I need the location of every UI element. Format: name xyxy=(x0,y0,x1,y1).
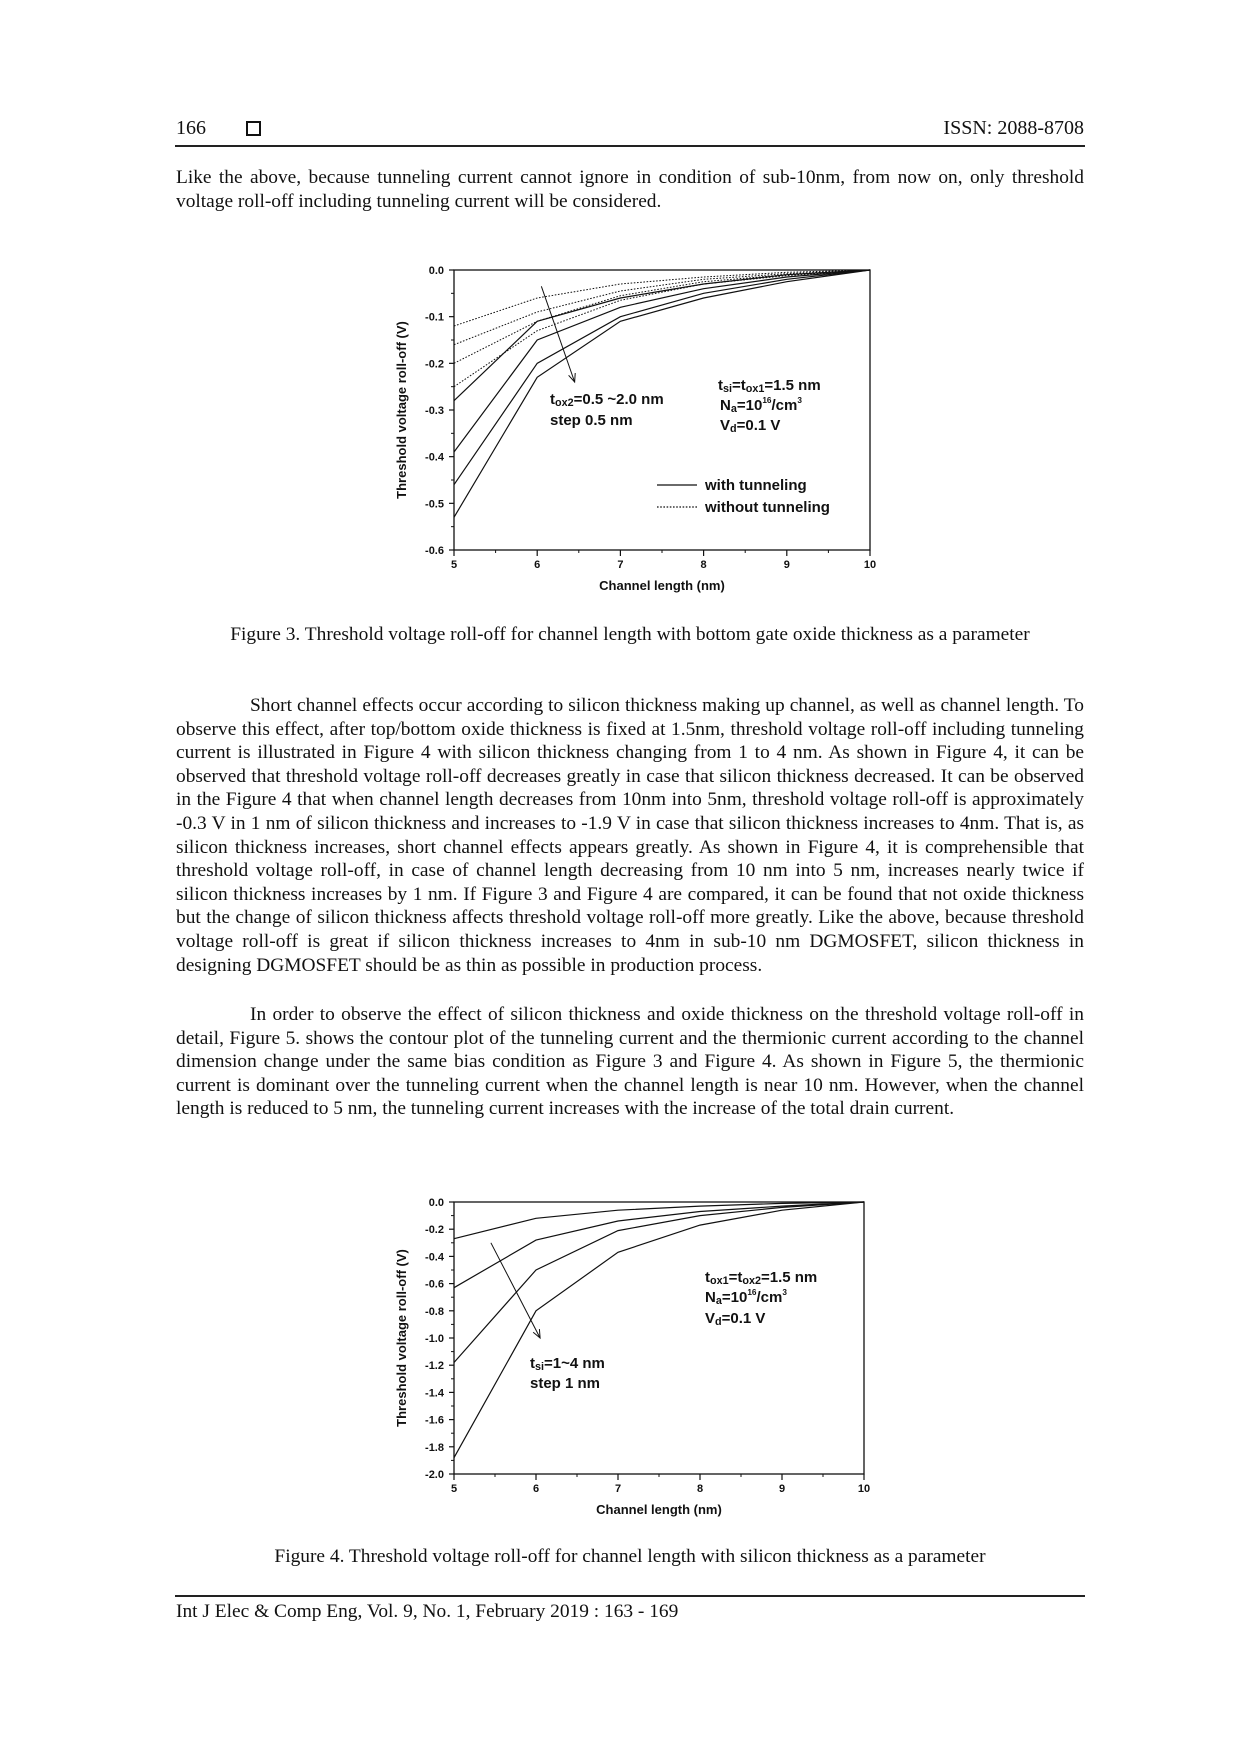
y-tick-label: -1.0 xyxy=(425,1333,444,1345)
y-tick-label: -0.1 xyxy=(425,311,444,324)
y-tick-label: -0.5 xyxy=(425,498,444,511)
series-line-1 xyxy=(454,1202,864,1239)
series-line-8 xyxy=(454,270,870,387)
x-tick-label: 10 xyxy=(863,559,877,571)
x-axis-label: Channel length (nm) xyxy=(599,578,725,593)
issn-label: ISSN: 2088-8708 xyxy=(943,117,1084,139)
parameter-arrow xyxy=(541,286,574,382)
y-tick-label: -0.2 xyxy=(425,358,444,371)
condition-drain-voltage-part: V xyxy=(705,1310,716,1327)
page-number: 166 xyxy=(176,117,206,139)
parameter-label-part: t xyxy=(530,1355,535,1372)
condition-thickness-part: ox1 xyxy=(710,1275,729,1287)
x-tick-label: 9 xyxy=(778,1483,786,1495)
condition-drain-voltage-part: d xyxy=(730,423,737,435)
condition-thickness-part: t xyxy=(718,377,723,394)
paragraph-intro: Like the above, because tunneling current cannot ignore in condition of sub-10nm, from now on, only threshold voltage roll-off including tunneling current will be considered. xyxy=(176,167,1084,212)
parameter-arrow xyxy=(491,1243,540,1338)
parameter-label-part: t xyxy=(550,391,555,408)
y-tick-label: -1.6 xyxy=(425,1414,444,1427)
legend-label: with tunneling xyxy=(705,477,807,494)
parameter-label-part: =0.5 ~2.0 nm xyxy=(573,391,664,408)
legend-label: without tunneling xyxy=(705,499,830,516)
y-tick-label: -0.3 xyxy=(425,405,444,417)
x-tick-label: 7 xyxy=(614,1483,622,1495)
y-tick-label: 0.0 xyxy=(428,1197,444,1209)
y-tick-label: -0.6 xyxy=(425,1278,444,1291)
figure-3-chart xyxy=(380,255,880,595)
y-tick-label: -0.4 xyxy=(425,451,444,464)
condition-doping-part: N xyxy=(720,397,731,414)
y-axis-label: Threshold voltage roll-off (V) xyxy=(394,1249,409,1427)
figure-3-caption: Figure 3. Threshold voltage roll-off for channel length with bottom gate oxide thickness as a parameter xyxy=(230,624,1030,645)
series-line-4 xyxy=(454,1202,864,1458)
condition-thickness xyxy=(718,377,821,395)
square-bullet-icon xyxy=(246,121,261,136)
x-tick-label: 6 xyxy=(534,559,541,571)
x-tick-label: 8 xyxy=(700,559,707,571)
y-tick-label: -0.8 xyxy=(425,1305,444,1318)
y-tick-label: -0.4 xyxy=(425,1251,444,1264)
x-tick-label: 5 xyxy=(450,1483,458,1495)
series-line-7 xyxy=(454,270,870,363)
y-axis-label: Threshold voltage roll-off (V) xyxy=(394,321,409,499)
y-tick-label: -2.0 xyxy=(425,1469,444,1481)
condition-doping-part: 3 xyxy=(797,396,802,405)
condition-thickness-part: =t xyxy=(732,377,746,394)
series-line-2 xyxy=(454,270,870,452)
condition-doping xyxy=(720,396,802,415)
condition-doping-part: 3 xyxy=(782,1288,787,1297)
parameter-label xyxy=(530,1355,605,1373)
condition-thickness-part: =t xyxy=(728,1269,743,1286)
condition-thickness-part: t xyxy=(705,1269,710,1286)
condition-thickness-part: =1.5 nm xyxy=(760,1269,818,1286)
x-tick-label: 7 xyxy=(617,559,624,571)
condition-drain-voltage-part: =0.1 V xyxy=(721,1310,766,1327)
step-label: step 1 nm xyxy=(530,1375,601,1392)
condition-drain-voltage-part: V xyxy=(720,417,731,434)
parameter-label-part: ox2 xyxy=(555,397,574,409)
plot-frame xyxy=(454,1202,864,1474)
parameter-label xyxy=(550,391,664,409)
y-tick-label: -0.6 xyxy=(425,545,444,557)
condition-thickness-part: si xyxy=(723,383,733,395)
y-tick-label: -1.4 xyxy=(425,1387,444,1400)
parameter-label-part: =1~4 nm xyxy=(544,1355,605,1372)
condition-doping-part: a xyxy=(730,403,737,415)
condition-doping-part: =10 xyxy=(721,1289,748,1306)
condition-thickness-part: =1.5 nm xyxy=(764,377,821,394)
condition-doping-part: N xyxy=(705,1289,716,1306)
y-tick-label: -1.2 xyxy=(425,1360,444,1373)
condition-doping-part: 16 xyxy=(747,1288,757,1297)
x-tick-label: 6 xyxy=(532,1483,540,1495)
footer-citation: Int J Elec & Comp Eng, Vol. 9, No. 1, February 2019 : 163 - 169 xyxy=(176,1601,679,1622)
condition-thickness-part: ox2 xyxy=(742,1275,761,1287)
y-tick-label: -0.2 xyxy=(425,1224,444,1237)
y-tick-label: -1.8 xyxy=(425,1441,444,1454)
x-tick-label: 9 xyxy=(783,559,790,571)
condition-doping-part: a xyxy=(715,1295,722,1307)
x-tick-label: 5 xyxy=(450,559,458,571)
condition-doping-part: /cm xyxy=(756,1289,783,1306)
header-divider xyxy=(175,145,1085,147)
condition-doping-part: 16 xyxy=(762,396,772,405)
paragraph-silicon-thickness: Short channel effects occur according to silicon thickness making up channel, as well as channel length. To observe this effect, after top/bottom oxide thickness is fixed at 1.5nm, threshold voltage roll-off including tunneling current is illustrated in Figure 4 with silicon thickness changing from 1 to 4 nm. As shown in Figure 4, it can be observed that threshold voltage roll-off decreases greatly in case that silicon thickness decreased. It can be observed in the Figure 4 that when channel length decreases from 10nm into 5nm, threshold voltage roll-off is approximately -0.3 V in 1 nm of silicon thickness and increases to -1.9 V in case that silicon thickness increases to 4nm. That is, as silicon thickness increases, short channel effects appears greatly. As shown in Figure 4, it is comprehensible that threshold voltage roll-off, in case of channel length decreasing from 10 nm into 5 nm, increases nearly twice if silicon thickness increases by 1 nm. If Figure 3 and Figure 4 are compared, it can be found that not oxide thickness but the change of silicon thickness affects threshold voltage roll-off more greatly. Like the above, because threshold voltage roll-off is great if silicon thickness increases to 4nm in sub-10 nm DGMOSFET, silicon thickness in designing DGMOSFET should be as thin as possible in production process. xyxy=(176,695,1084,976)
condition-drain-voltage-part: =0.1 V xyxy=(736,417,781,434)
condition-drain-voltage xyxy=(720,417,780,435)
series-line-6 xyxy=(454,270,870,345)
footer-divider xyxy=(175,1595,1085,1597)
paragraph-contour-plot: In order to observe the effect of silicon thickness and oxide thickness on the threshold voltage roll-off in detail, Figure 5. shows the contour plot of the tunneling current and the thermionic current according to the channel dimension change under the same bias condition as Figure 3 and Figure 4. As shown in Figure 5, the thermionic current is dominant over the tunneling current when the channel length is near 10 nm. However, when the channel length is reduced to 5 nm, the tunneling current increases with the increase of the total drain current. xyxy=(176,1004,1084,1120)
y-tick-label: 0.0 xyxy=(428,265,444,277)
x-axis-label: Channel length (nm) xyxy=(596,1502,722,1517)
parameter-label-part: si xyxy=(535,1361,545,1373)
figure-4-caption: Figure 4. Threshold voltage roll-off for channel length with silicon thickness as a parameter xyxy=(274,1546,986,1567)
step-label: step 0.5 nm xyxy=(550,412,633,429)
condition-doping xyxy=(705,1288,787,1307)
x-tick-label: 10 xyxy=(857,1483,871,1495)
condition-doping-part: =10 xyxy=(736,397,763,414)
figure-4-chart xyxy=(380,1186,880,1526)
condition-doping-part: /cm xyxy=(771,397,798,414)
condition-thickness-part: ox1 xyxy=(745,383,765,395)
condition-thickness xyxy=(705,1269,817,1287)
condition-drain-voltage xyxy=(705,1310,765,1328)
x-tick-label: 8 xyxy=(696,1483,704,1495)
condition-drain-voltage-part: d xyxy=(715,1316,722,1328)
